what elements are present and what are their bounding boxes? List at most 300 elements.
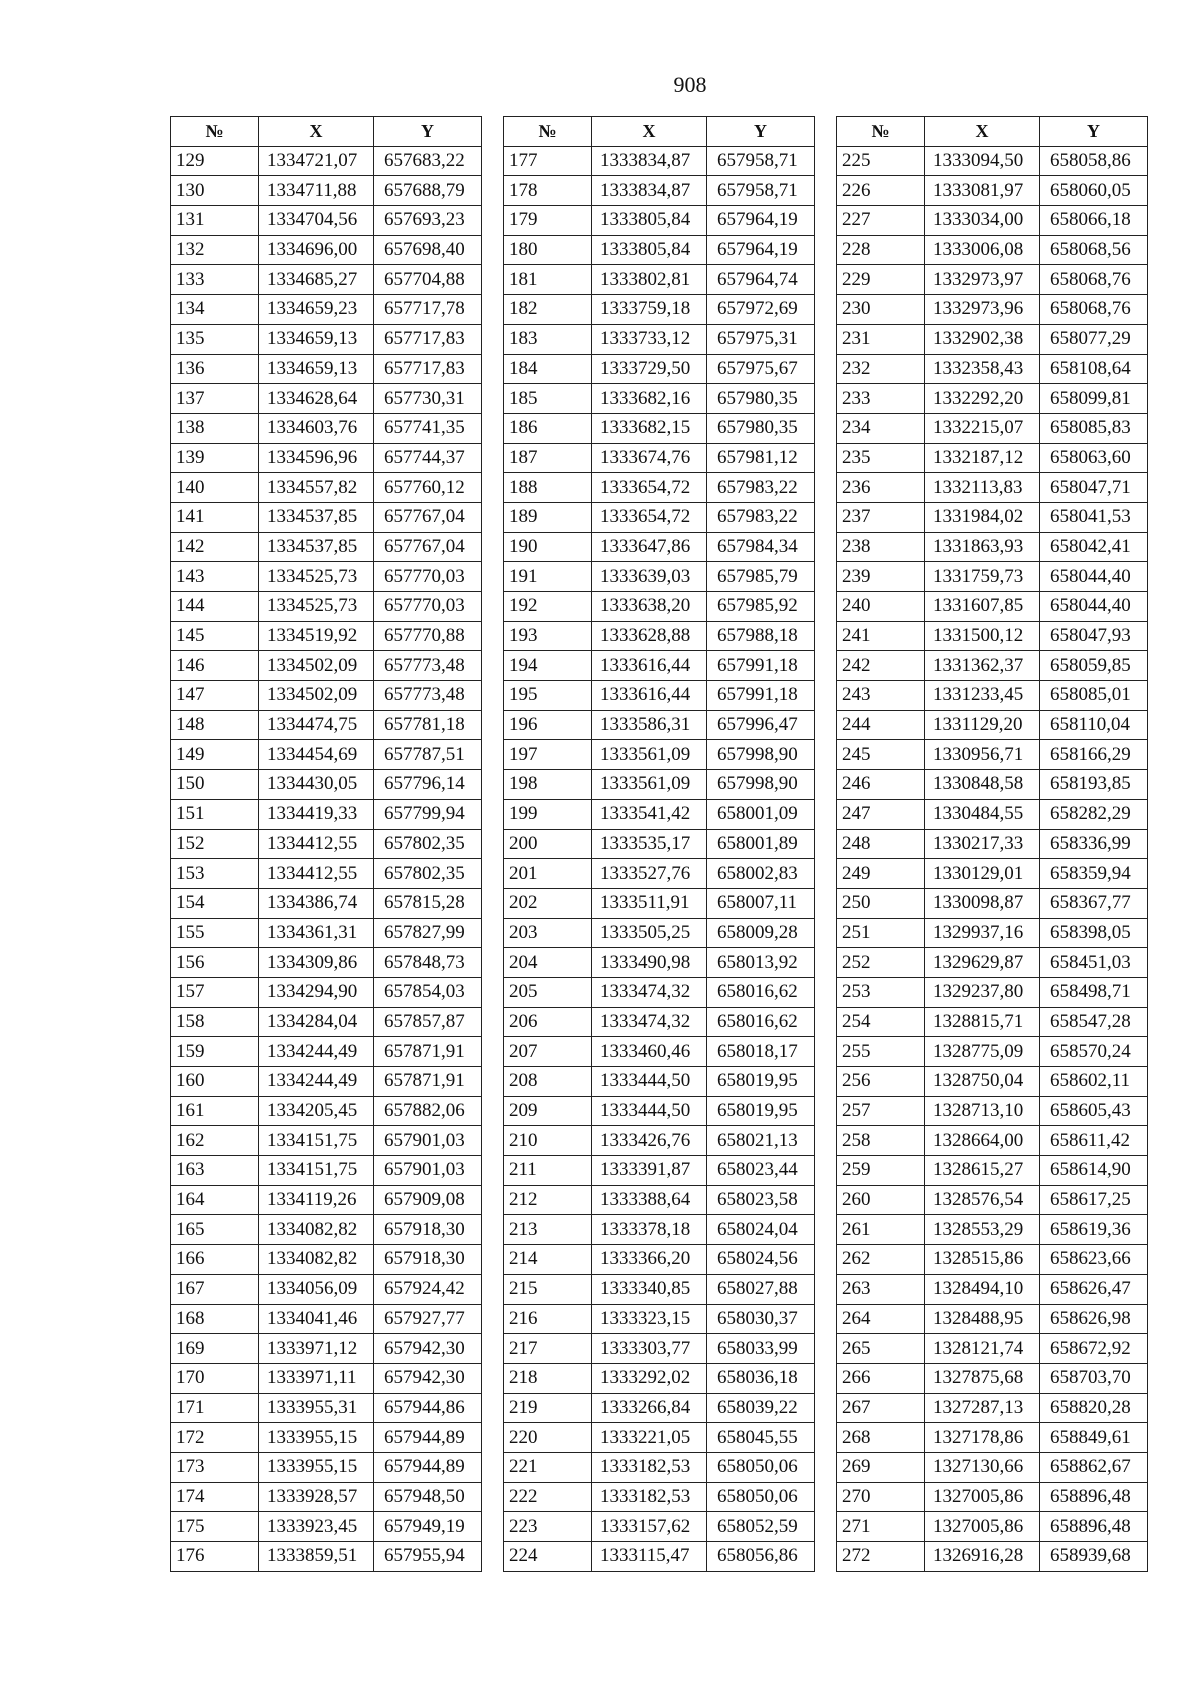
y-coordinate-cell: 657958,71 [707,146,815,176]
point-number-cell: 211 [504,1156,592,1186]
x-coordinate-cell: 1333759,18 [592,295,707,325]
x-coordinate-cell: 1334284,04 [259,1007,374,1037]
y-coordinate-cell: 658044,40 [1040,592,1148,622]
x-coordinate-cell: 1328713,10 [925,1096,1040,1126]
x-coordinate-cell: 1328775,09 [925,1037,1040,1067]
table-row [837,1423,1148,1453]
y-coordinate-cell: 657730,31 [374,384,482,414]
table-row [171,354,482,384]
point-number-cell: 139 [171,443,259,473]
table-row [171,1304,482,1334]
table-row [837,1126,1148,1156]
x-coordinate-cell: 1334711,88 [259,176,374,206]
y-coordinate-cell: 657964,19 [707,235,815,265]
page-number: 908 [673,72,707,97]
y-coordinate-cell: 658614,90 [1040,1156,1148,1186]
point-number-cell: 142 [171,532,259,562]
point-number-cell: 148 [171,710,259,740]
coordinate-table-3 [836,116,1148,1572]
x-coordinate-cell: 1328121,74 [925,1334,1040,1364]
y-coordinate-cell: 657924,42 [374,1274,482,1304]
point-number-cell: 162 [171,1126,259,1156]
y-coordinate-cell: 657918,30 [374,1245,482,1275]
x-coordinate-cell: 1334454,69 [259,740,374,770]
x-coordinate-cell: 1333682,15 [592,413,707,443]
y-coordinate-cell: 657918,30 [374,1215,482,1245]
table-row [504,176,815,206]
x-coordinate-cell: 1332973,96 [925,295,1040,325]
header-row [171,117,482,147]
point-number-cell: 174 [171,1482,259,1512]
table-row [171,1067,482,1097]
y-coordinate-cell: 658001,09 [707,799,815,829]
point-number-cell: 269 [837,1452,925,1482]
y-coordinate-cell: 658108,64 [1040,354,1148,384]
coordinate-table-2 [503,116,815,1572]
table-row [504,1126,815,1156]
x-coordinate-cell: 1333366,20 [592,1245,707,1275]
y-coordinate-cell: 658002,83 [707,859,815,889]
x-coordinate-cell: 1333323,15 [592,1304,707,1334]
x-coordinate-cell: 1334082,82 [259,1245,374,1275]
y-coordinate-cell: 658060,05 [1040,176,1148,206]
table-row [837,799,1148,829]
x-coordinate-cell: 1328515,86 [925,1245,1040,1275]
y-coordinate-cell: 657717,83 [374,354,482,384]
point-number-cell: 157 [171,977,259,1007]
table-row [837,829,1148,859]
point-number-cell: 170 [171,1363,259,1393]
y-coordinate-cell: 658009,28 [707,918,815,948]
point-number-cell: 232 [837,354,925,384]
x-coordinate-cell: 1333006,08 [925,235,1040,265]
x-coordinate-cell: 1333805,84 [592,206,707,236]
y-coordinate-cell: 658016,62 [707,1007,815,1037]
table-row [171,473,482,503]
y-coordinate-cell: 657942,30 [374,1363,482,1393]
table-row [837,888,1148,918]
y-coordinate-cell: 658044,40 [1040,562,1148,592]
table-row [504,1245,815,1275]
x-coordinate-cell: 1333266,84 [592,1393,707,1423]
table-row [837,413,1148,443]
table-row [171,918,482,948]
x-coordinate-cell: 1333460,46 [592,1037,707,1067]
point-number-cell: 189 [504,502,592,532]
x-coordinate-cell: 1333535,17 [592,829,707,859]
x-coordinate-cell: 1333802,81 [592,265,707,295]
point-number-cell: 151 [171,799,259,829]
point-number-cell: 208 [504,1067,592,1097]
y-coordinate-cell: 657871,91 [374,1037,482,1067]
point-number-cell: 224 [504,1542,592,1572]
table-row [837,859,1148,889]
y-coordinate-cell: 657980,35 [707,413,815,443]
y-coordinate-cell: 657744,37 [374,443,482,473]
y-coordinate-cell: 658193,85 [1040,770,1148,800]
table-row [171,1185,482,1215]
y-coordinate-cell: 658013,92 [707,948,815,978]
header-number: № [837,117,925,147]
x-coordinate-cell: 1334525,73 [259,562,374,592]
x-coordinate-cell: 1333834,87 [592,146,707,176]
point-number-cell: 268 [837,1423,925,1453]
header-row [837,117,1148,147]
y-coordinate-cell: 658001,89 [707,829,815,859]
y-coordinate-cell: 658050,06 [707,1482,815,1512]
y-coordinate-cell: 657871,91 [374,1067,482,1097]
point-number-cell: 134 [171,295,259,325]
table-row [171,413,482,443]
point-number-cell: 131 [171,206,259,236]
x-coordinate-cell: 1333426,76 [592,1126,707,1156]
table-row [837,770,1148,800]
table-row [171,235,482,265]
point-number-cell: 220 [504,1423,592,1453]
x-coordinate-cell: 1334309,86 [259,948,374,978]
table-row [837,592,1148,622]
y-coordinate-cell: 657802,35 [374,859,482,889]
point-number-cell: 242 [837,651,925,681]
table-row [504,592,815,622]
table-row [837,1363,1148,1393]
table-row [171,1542,482,1572]
y-coordinate-cell: 658498,71 [1040,977,1148,1007]
y-coordinate-cell: 658007,11 [707,888,815,918]
point-number-cell: 226 [837,176,925,206]
header-x: X [592,117,707,147]
point-number-cell: 266 [837,1363,925,1393]
x-coordinate-cell: 1333654,72 [592,502,707,532]
point-number-cell: 143 [171,562,259,592]
table-row [171,888,482,918]
x-coordinate-cell: 1333834,87 [592,176,707,206]
point-number-cell: 167 [171,1274,259,1304]
point-number-cell: 251 [837,918,925,948]
x-coordinate-cell: 1333616,44 [592,681,707,711]
x-coordinate-cell: 1334721,07 [259,146,374,176]
point-number-cell: 136 [171,354,259,384]
x-coordinate-cell: 1330848,58 [925,770,1040,800]
x-coordinate-cell: 1333444,50 [592,1067,707,1097]
point-number-cell: 258 [837,1126,925,1156]
y-coordinate-cell: 657767,04 [374,502,482,532]
table-row [837,562,1148,592]
x-coordinate-cell: 1334502,09 [259,681,374,711]
y-coordinate-cell: 657698,40 [374,235,482,265]
y-coordinate-cell: 658066,18 [1040,206,1148,236]
point-number-cell: 229 [837,265,925,295]
point-number-cell: 177 [504,146,592,176]
y-coordinate-cell: 657781,18 [374,710,482,740]
x-coordinate-cell: 1334474,75 [259,710,374,740]
table-row [837,502,1148,532]
table-row [504,146,815,176]
point-number-cell: 235 [837,443,925,473]
table-row [837,918,1148,948]
x-coordinate-cell: 1327287,13 [925,1393,1040,1423]
x-coordinate-cell: 1328488,95 [925,1304,1040,1334]
point-number-cell: 201 [504,859,592,889]
table-row [504,1156,815,1186]
table-row [837,295,1148,325]
x-coordinate-cell: 1333616,44 [592,651,707,681]
table-row [171,948,482,978]
y-coordinate-cell: 657964,74 [707,265,815,295]
point-number-cell: 185 [504,384,592,414]
table-row [837,1512,1148,1542]
y-coordinate-cell: 657991,18 [707,651,815,681]
y-coordinate-cell: 658019,95 [707,1096,815,1126]
y-coordinate-cell: 657998,90 [707,770,815,800]
x-coordinate-cell: 1334659,23 [259,295,374,325]
y-coordinate-cell: 657901,03 [374,1156,482,1186]
x-coordinate-cell: 1333115,47 [592,1542,707,1572]
x-coordinate-cell: 1333182,53 [592,1452,707,1482]
point-number-cell: 171 [171,1393,259,1423]
table-row [837,324,1148,354]
table-row [837,1067,1148,1097]
point-number-cell: 245 [837,740,925,770]
point-number-cell: 166 [171,1245,259,1275]
y-coordinate-cell: 658056,86 [707,1542,815,1572]
coordinate-table-1 [170,116,482,1572]
point-number-cell: 188 [504,473,592,503]
point-number-cell: 215 [504,1274,592,1304]
y-coordinate-cell: 658068,56 [1040,235,1148,265]
x-coordinate-cell: 1334430,05 [259,770,374,800]
x-coordinate-cell: 1334696,00 [259,235,374,265]
table-row [171,1096,482,1126]
point-number-cell: 238 [837,532,925,562]
point-number-cell: 146 [171,651,259,681]
table-row [504,1304,815,1334]
x-coordinate-cell: 1334151,75 [259,1156,374,1186]
point-number-cell: 141 [171,502,259,532]
x-coordinate-cell: 1334628,64 [259,384,374,414]
table-row [837,146,1148,176]
table-row [171,977,482,1007]
x-coordinate-cell: 1334704,56 [259,206,374,236]
table-row [504,1393,815,1423]
table-row [504,770,815,800]
table-row [171,502,482,532]
point-number-cell: 240 [837,592,925,622]
x-coordinate-cell: 1331362,37 [925,651,1040,681]
point-number-cell: 172 [171,1423,259,1453]
y-coordinate-cell: 658570,24 [1040,1037,1148,1067]
y-coordinate-cell: 657854,03 [374,977,482,1007]
x-coordinate-cell: 1333391,87 [592,1156,707,1186]
y-coordinate-cell: 658896,48 [1040,1512,1148,1542]
table-row [171,324,482,354]
x-coordinate-cell: 1333541,42 [592,799,707,829]
point-number-cell: 160 [171,1067,259,1097]
x-coordinate-cell: 1334119,26 [259,1185,374,1215]
y-coordinate-cell: 657802,35 [374,829,482,859]
x-coordinate-cell: 1333638,20 [592,592,707,622]
point-number-cell: 247 [837,799,925,829]
y-coordinate-cell: 657955,94 [374,1542,482,1572]
point-number-cell: 237 [837,502,925,532]
table-row [504,888,815,918]
y-coordinate-cell: 658672,92 [1040,1334,1148,1364]
table-row [504,1423,815,1453]
y-coordinate-cell: 658605,43 [1040,1096,1148,1126]
y-coordinate-cell: 658626,98 [1040,1304,1148,1334]
point-number-cell: 227 [837,206,925,236]
x-coordinate-cell: 1333182,53 [592,1482,707,1512]
y-coordinate-cell: 658939,68 [1040,1542,1148,1572]
point-number-cell: 203 [504,918,592,948]
x-coordinate-cell: 1328494,10 [925,1274,1040,1304]
table-row [837,1215,1148,1245]
point-number-cell: 204 [504,948,592,978]
x-coordinate-cell: 1331607,85 [925,592,1040,622]
x-coordinate-cell: 1332973,97 [925,265,1040,295]
point-number-cell: 225 [837,146,925,176]
y-coordinate-cell: 658085,83 [1040,413,1148,443]
x-coordinate-cell: 1334596,96 [259,443,374,473]
point-number-cell: 153 [171,859,259,889]
x-coordinate-cell: 1333034,00 [925,206,1040,236]
y-coordinate-cell: 658336,99 [1040,829,1148,859]
y-coordinate-cell: 658050,06 [707,1452,815,1482]
y-coordinate-cell: 657741,35 [374,413,482,443]
x-coordinate-cell: 1333561,09 [592,770,707,800]
table-row [504,384,815,414]
y-coordinate-cell: 658282,29 [1040,799,1148,829]
x-coordinate-cell: 1330217,33 [925,829,1040,859]
table-row [171,1037,482,1067]
table-row [837,977,1148,1007]
y-coordinate-cell: 657773,48 [374,681,482,711]
point-number-cell: 164 [171,1185,259,1215]
point-number-cell: 181 [504,265,592,295]
table-row [171,1363,482,1393]
point-number-cell: 216 [504,1304,592,1334]
y-coordinate-cell: 657683,22 [374,146,482,176]
point-number-cell: 250 [837,888,925,918]
x-coordinate-cell: 1333586,31 [592,710,707,740]
x-coordinate-cell: 1332113,83 [925,473,1040,503]
point-number-cell: 260 [837,1185,925,1215]
x-coordinate-cell: 1333527,76 [592,859,707,889]
table-row [171,799,482,829]
table-row [504,1067,815,1097]
point-number-cell: 195 [504,681,592,711]
table-row [504,1037,815,1067]
x-coordinate-cell: 1333561,09 [592,740,707,770]
point-number-cell: 261 [837,1215,925,1245]
table-row [171,770,482,800]
table-row [837,1007,1148,1037]
x-coordinate-cell: 1329629,87 [925,948,1040,978]
point-number-cell: 270 [837,1482,925,1512]
table-row [504,918,815,948]
table-row [504,651,815,681]
y-coordinate-cell: 658045,55 [707,1423,815,1453]
x-coordinate-cell: 1334685,27 [259,265,374,295]
x-coordinate-cell: 1332292,20 [925,384,1040,414]
y-coordinate-cell: 658359,94 [1040,859,1148,889]
table-row [171,1215,482,1245]
point-number-cell: 187 [504,443,592,473]
table-row [837,1482,1148,1512]
x-coordinate-cell: 1327005,86 [925,1512,1040,1542]
table-row [837,384,1148,414]
x-coordinate-cell: 1334603,76 [259,413,374,443]
x-coordinate-cell: 1333971,12 [259,1334,374,1364]
y-coordinate-cell: 658042,41 [1040,532,1148,562]
y-coordinate-cell: 658041,53 [1040,502,1148,532]
table-row [171,681,482,711]
y-coordinate-cell: 658052,59 [707,1512,815,1542]
y-coordinate-cell: 658063,60 [1040,443,1148,473]
y-coordinate-cell: 657693,23 [374,206,482,236]
y-coordinate-cell: 658030,37 [707,1304,815,1334]
x-coordinate-cell: 1331233,45 [925,681,1040,711]
x-coordinate-cell: 1332358,43 [925,354,1040,384]
table-row [171,651,482,681]
y-coordinate-cell: 658024,04 [707,1215,815,1245]
table-row [171,1156,482,1186]
point-number-cell: 265 [837,1334,925,1364]
x-coordinate-cell: 1328750,04 [925,1067,1040,1097]
y-coordinate-cell: 658110,04 [1040,710,1148,740]
table-row [504,1096,815,1126]
table-row [504,1363,815,1393]
x-coordinate-cell: 1332187,12 [925,443,1040,473]
table-row [837,681,1148,711]
y-coordinate-cell: 658077,29 [1040,324,1148,354]
table-row [837,1096,1148,1126]
point-number-cell: 206 [504,1007,592,1037]
point-number-cell: 210 [504,1126,592,1156]
table-row [837,740,1148,770]
x-coordinate-cell: 1333654,72 [592,473,707,503]
table-row [837,443,1148,473]
x-coordinate-cell: 1326916,28 [925,1542,1040,1572]
y-coordinate-cell: 657980,35 [707,384,815,414]
x-coordinate-cell: 1334151,75 [259,1126,374,1156]
y-coordinate-cell: 658611,42 [1040,1126,1148,1156]
x-coordinate-cell: 1333292,02 [592,1363,707,1393]
x-coordinate-cell: 1333923,45 [259,1512,374,1542]
x-coordinate-cell: 1334244,49 [259,1037,374,1067]
x-coordinate-cell: 1334041,46 [259,1304,374,1334]
point-number-cell: 257 [837,1096,925,1126]
point-number-cell: 152 [171,829,259,859]
x-coordinate-cell: 1327005,86 [925,1482,1040,1512]
header-y: Y [1040,117,1148,147]
point-number-cell: 264 [837,1304,925,1334]
point-number-cell: 179 [504,206,592,236]
point-number-cell: 135 [171,324,259,354]
x-coordinate-cell: 1334082,82 [259,1215,374,1245]
x-coordinate-cell: 1330484,55 [925,799,1040,829]
x-coordinate-cell: 1334519,92 [259,621,374,651]
table-row [504,206,815,236]
point-number-cell: 158 [171,1007,259,1037]
y-coordinate-cell: 657985,92 [707,592,815,622]
table-row [504,1274,815,1304]
x-coordinate-cell: 1333674,76 [592,443,707,473]
point-number-cell: 159 [171,1037,259,1067]
point-number-cell: 219 [504,1393,592,1423]
x-coordinate-cell: 1327130,66 [925,1452,1040,1482]
point-number-cell: 217 [504,1334,592,1364]
